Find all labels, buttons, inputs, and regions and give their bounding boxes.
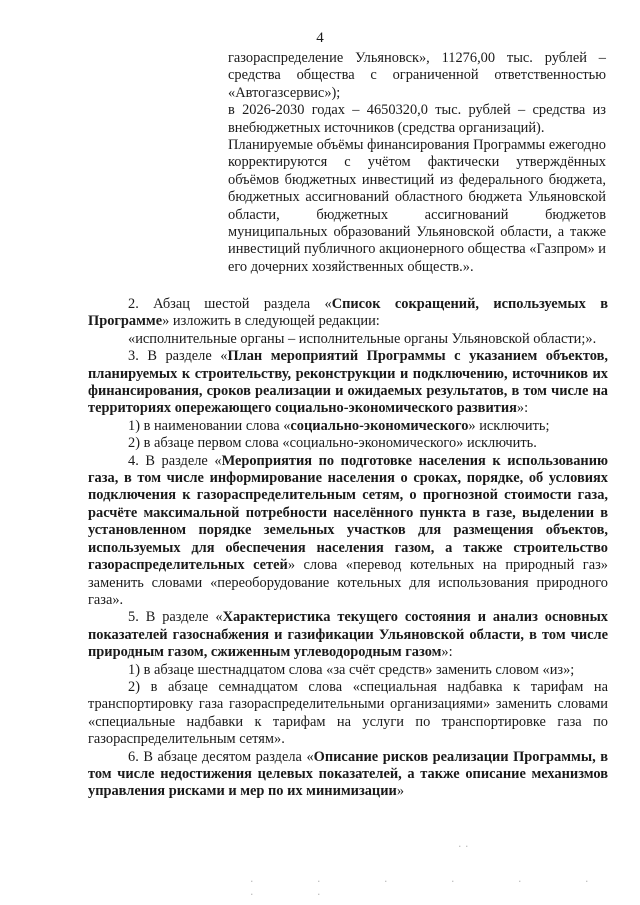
quoted-text-block xyxy=(228,50,606,276)
quote-paragraph: в 2026-2030 годах – 4650320,0 тыс. рублей – средства из внебюджетных источников (средства организаций). xyxy=(228,102,606,136)
item-6: 6. В абзаце десятом раздела «Описание рисков реализации Программы, в том числе недостижения целевых показателей, а также описание механизмов управления рисками и мер по их минимизации» xyxy=(88,748,608,800)
item-4: 4. В разделе «Мероприятия по подготовке населения к использованию газа, в том числе информирование населения о сроках, порядке, об условиях подключения к газораспределительным сетям, о прогнозной стоимости газа, расчёте максимальной потребности населённого пункта в газе, выделении в установленном порядке земельных участков для размещения объектов, используемых для обеспечения населения газом, а также строительство газораспределительных сетей» слова «перевод котельных на природный газ» заменить словами «переоборудование котельных для использования природного газа». xyxy=(88,452,608,608)
quote-paragraph: Планируемые объёмы финансирования Программы ежегодно корректируются с учётом фактически утверждённых объёмов бюджетных инвестиций из федерального бюджета, бюджетных ассигнований областного бюджета Ульяновской области, бюджетных ассигнований бюджетов муниципальных образований Ульяновской области, а также инвестиций публичного акционерного общества «Газпром» и его дочерних хозяйственных обществ.». xyxy=(228,137,606,275)
scan-artifact: · · · · · · · · xyxy=(250,875,619,901)
item-2: 2. Абзац шестой раздела «Список сокращений, используемых в Программе» изложить в следующей редакции: xyxy=(88,296,608,330)
item-5-sub-2: 2) в абзаце семнадцатом слова «специальная надбавка к тарифам на транспортировку газа газораспределительными организациями» заменить словами «специальные надбавки к тарифам на услуги по транспортировке газа по газораспределительным сетям». xyxy=(88,678,608,748)
quote-paragraph: газораспределение Ульяновск», 11276,00 тыс. рублей – средства общества с ограниченной ответственностью «Автогазсервис»); xyxy=(228,50,606,101)
item-3-sub-1: 1) в наименовании слова «социально-экономического» исключить; xyxy=(128,417,550,434)
item-5: 5. В разделе «Характеристика текущего состояния и анализ основных показателей газоснабжения и газификации Ульяновской области, в том числе природным газом, сжиженным углеводородным газом»: xyxy=(88,609,608,661)
page-number: 4 xyxy=(316,30,324,46)
item-2-quote: «исполнительные органы – исполнительные органы Ульяновской области;». xyxy=(128,330,597,347)
item-5-sub-1: 1) в абзаце шестнадцатом слова «за счёт средств» заменить словом «из»; xyxy=(128,661,575,678)
document-body xyxy=(88,296,608,801)
item-3-sub-2: 2) в абзаце первом слова «социально-экономического» исключить. xyxy=(128,435,537,452)
scan-artifact: · · xyxy=(458,840,469,853)
item-3: 3. В разделе «План мероприятий Программы с указанием объектов, планируемых к строительству, реконструкции и подключению, источников их финансирования, сроков реализации и ожидаемых результатов, в том числе на территориях опережающего социально-экономического развития»: xyxy=(88,348,608,417)
